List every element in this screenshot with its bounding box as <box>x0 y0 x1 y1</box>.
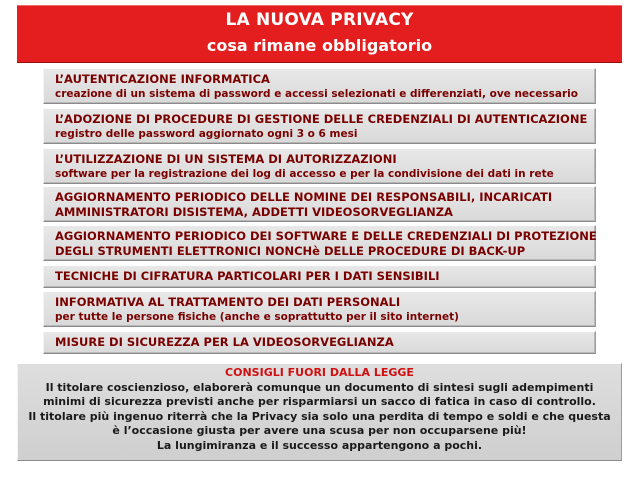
item-heading: L’AUTENTICAZIONE INFORMATICA <box>55 72 270 86</box>
list-item <box>43 225 596 261</box>
item-heading: MISURE DI SICUREZZA PER LA VIDEOSORVEGLIANZA <box>55 335 394 349</box>
list-item <box>43 291 596 327</box>
advice-line: Il titolare più ingenuo riterrà che la Privacy sia solo una perdita di tempo e soldi e che questa <box>28 409 611 423</box>
item-heading-line-2: DEGLI STRUMENTI ELETTRONICI NONCHè DELLE PROCEDURE DI BACK-UP <box>55 244 526 258</box>
item-heading-line-2: AMMINISTRATORI DISISTEMA, ADDETTI VIDEOSORVEGLIANZA <box>55 205 453 219</box>
advice-box <box>17 363 622 461</box>
item-description: software per la registrazione dei log di accesso e per la condivisione dei dati in rete <box>55 168 554 180</box>
list-item <box>43 68 596 104</box>
item-heading: L’UTILIZZAZIONE DI UN SISTEMA DI AUTORIZZAZIONI <box>55 152 397 166</box>
list-item <box>43 186 596 222</box>
item-heading: INFORMATIVA AL TRATTAMENTO DEI DATI PERSONALI <box>55 295 401 309</box>
item-description: creazione di un sistema di password e accessi selezionati e differenziati, ove necessario <box>55 88 578 100</box>
item-heading: TECNICHE DI CIFRATURA PARTICOLARI PER I DATI SENSIBILI <box>55 269 440 283</box>
page-subtitle: cosa rimane obbligatorio <box>206 36 433 55</box>
item-heading: AGGIORNAMENTO PERIODICO DEI SOFTWARE E DELLE CREDENZIALI DI PROTEZIONE <box>55 229 597 243</box>
item-description: per tutte le persone fisiche (anche e soprattutto per il sito internet) <box>55 311 459 323</box>
title-banner <box>17 5 622 63</box>
list-item <box>43 148 596 184</box>
advice-line: Il titolare coscienzioso, elaborerà comunque un documento di sintesi sugli adempimenti <box>45 380 594 394</box>
page-title: LA NUOVA PRIVACY <box>225 10 414 30</box>
item-heading: AGGIORNAMENTO PERIODICO DELLE NOMINE DEI RESPONSABILI, INCARICATI <box>55 190 553 204</box>
item-heading: L’ADOZIONE DI PROCEDURE DI GESTIONE DELLE CREDENZIALI DI AUTENTICAZIONE <box>55 112 588 126</box>
advice-line: La lungimiranza e il successo appartengono a pochi. <box>156 438 483 452</box>
advice-line: minimi di sicurezza previsti anche per risparmiarsi un sacco di fatica in caso di controllo. <box>43 395 596 408</box>
item-description: registro delle password aggiornato ogni 3 o 6 mesi <box>55 128 358 140</box>
list-item <box>43 265 596 288</box>
list-item <box>43 108 596 144</box>
advice-title: CONSIGLI FUORI DALLA LEGGE <box>225 366 414 379</box>
advice-line: è l’occasione giusta per avere una scusa per non occuparsene più! <box>112 424 527 437</box>
list-item <box>43 331 596 354</box>
